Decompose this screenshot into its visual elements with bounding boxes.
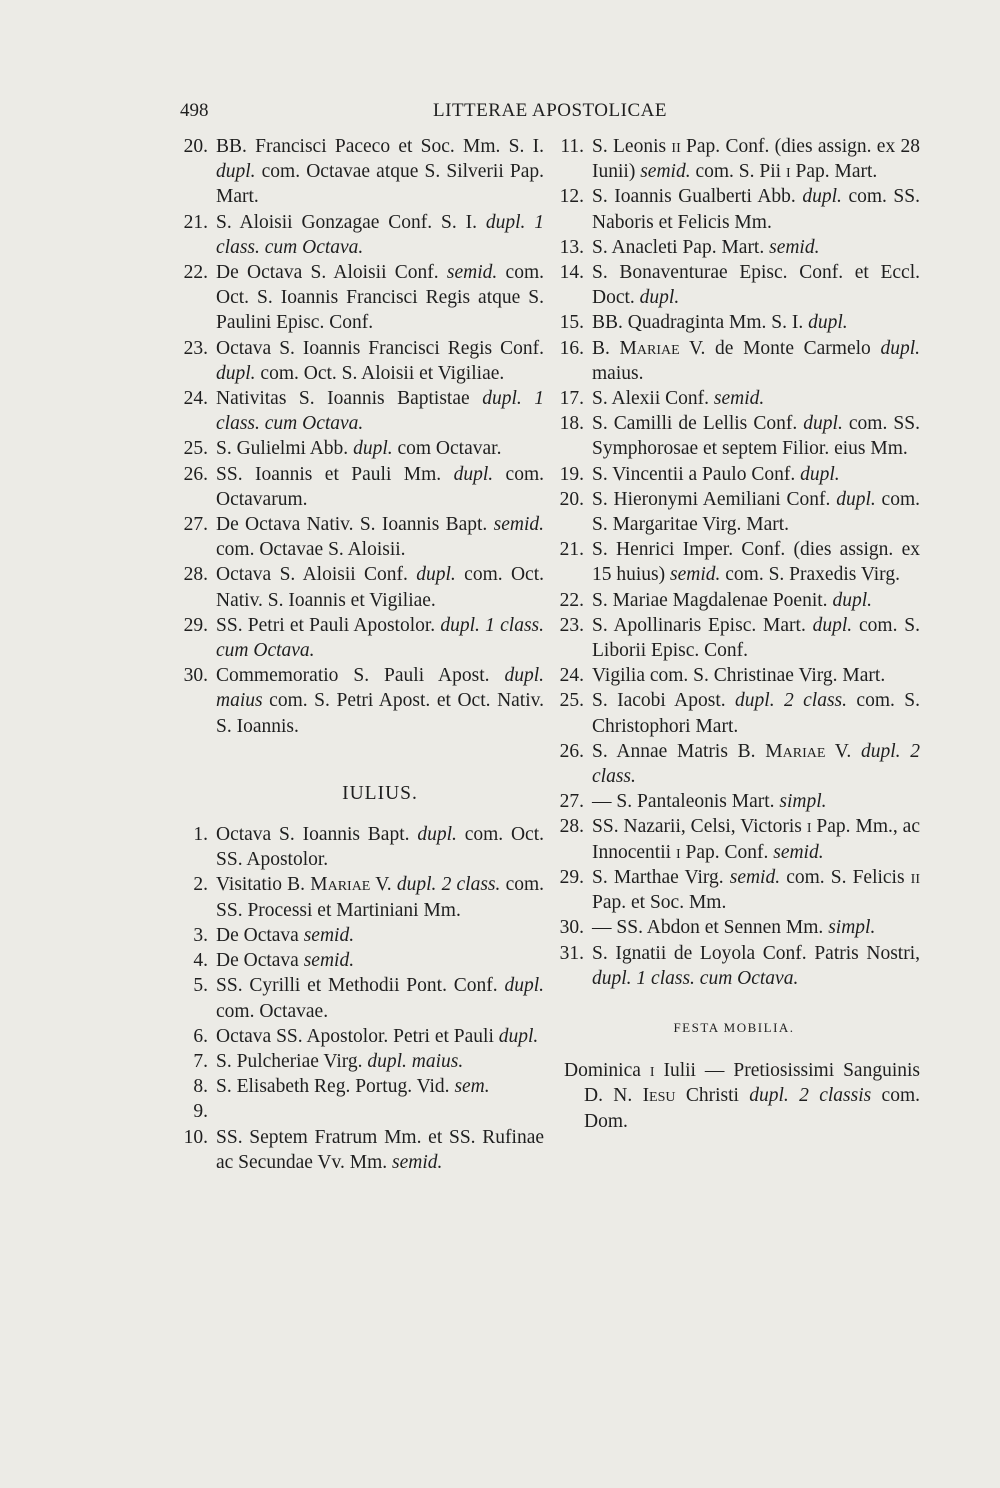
calendar-entry bbox=[172, 462, 544, 512]
calendar-entry bbox=[548, 688, 920, 738]
festa-entry: Dominica i Iulii — Pretiosissimi Sanguinis D. N. Iesu Christi dupl. 2 classis com. Dom. bbox=[564, 1060, 920, 1132]
calendar-entry bbox=[548, 814, 920, 864]
entry-day-number: 24. bbox=[559, 665, 584, 687]
entry-text: Octava S. Ioannis Bapt. dupl. com. Oct. SS. Apostolor. bbox=[216, 824, 544, 871]
calendar-entry bbox=[172, 822, 544, 872]
calendar-entry bbox=[172, 948, 544, 973]
entry-day-number: 27. bbox=[559, 791, 584, 813]
entry-text: S. Alexii Conf. semid. bbox=[592, 388, 765, 410]
page-number: 498 bbox=[180, 100, 209, 121]
festa-heading: FESTA MOBILIA. bbox=[673, 1019, 795, 1035]
entry-text: De Octava Nativ. S. Ioannis Bapt. semid. com. Octavae S. Aloisii. bbox=[216, 514, 544, 561]
entry-day-number: 8. bbox=[193, 1076, 208, 1098]
calendar-entry bbox=[548, 915, 920, 940]
entry-day-number: 9. bbox=[193, 1101, 208, 1123]
entry-day-number: 24. bbox=[183, 388, 208, 410]
left-column bbox=[172, 134, 544, 1175]
entry-day-number: 10. bbox=[183, 1126, 208, 1148]
calendar-entry bbox=[172, 436, 544, 461]
entry-day-number: 31. bbox=[559, 942, 584, 964]
calendar-entry bbox=[172, 562, 544, 612]
entry-text bbox=[216, 1101, 221, 1122]
entry-day-number: 23. bbox=[559, 614, 584, 636]
calendar-entry bbox=[172, 923, 544, 948]
entry-day-number: 28. bbox=[559, 816, 584, 838]
entry-day-number: 3. bbox=[193, 924, 208, 946]
calendar-entry bbox=[172, 872, 544, 922]
calendar-entry bbox=[172, 1074, 544, 1099]
calendar-entry bbox=[548, 386, 920, 411]
calendar-entry bbox=[548, 134, 920, 184]
entry-text: S. Pulcheriae Virg. dupl. maius. bbox=[216, 1050, 464, 1072]
entry-text: S. Leonis ii Pap. Conf. (dies assign. ex 28 Iunii) semid. com. S. Pii i Pap. Mart. bbox=[592, 136, 920, 183]
entry-text: Commemoratio S. Pauli Apost. dupl. maius com. S. Petri Apost. et Oct. Nativ. S. Ioannis. bbox=[216, 665, 544, 737]
entry-text: De Octava S. Aloisii Conf. semid. com. Oct. S. Ioannis Francisci Regis atque S. Paulini Episc. Conf. bbox=[216, 262, 544, 334]
entry-day-number: 30. bbox=[559, 917, 584, 939]
entry-day-number: 28. bbox=[183, 564, 208, 586]
entry-text: S. Gulielmi Abb. dupl. com Octavar. bbox=[216, 438, 502, 460]
calendar-entry bbox=[548, 411, 920, 461]
entry-day-number: 16. bbox=[559, 337, 584, 359]
calendar-entry bbox=[172, 1125, 544, 1175]
entry-text: Vigilia com. S. Christinae Virg. Mart. bbox=[592, 665, 886, 687]
entry-text: — S. Pantaleonis Mart. simpl. bbox=[592, 791, 827, 813]
entry-day-number: 22. bbox=[559, 589, 584, 611]
calendar-entry bbox=[548, 184, 920, 234]
entry-text: Nativitas S. Ioannis Baptistae dupl. 1 class. cum Octava. bbox=[216, 388, 545, 435]
entry-text: S. Apollinaris Episc. Mart. dupl. com. S. Liborii Episc. Conf. bbox=[592, 614, 920, 662]
calendar-entry bbox=[548, 941, 920, 991]
entry-text: S. Ioannis Gualberti Abb. dupl. com. SS. Naboris et Felicis Mm. bbox=[592, 186, 920, 233]
calendar-entry bbox=[172, 1099, 544, 1124]
iulius-entries-continued bbox=[548, 134, 920, 991]
entry-text: SS. Petri et Pauli Apostolor. dupl. 1 class. cum Octava. bbox=[216, 614, 545, 662]
calendar-entry bbox=[548, 336, 920, 386]
entry-day-number: 2. bbox=[193, 874, 208, 896]
entry-text: S. Iacobi Apost. dupl. 2 class. com. S. Christophori Mart. bbox=[592, 690, 921, 737]
entry-day-number: 25. bbox=[559, 690, 584, 712]
entry-text: S. Camilli de Lellis Conf. dupl. com. SS. Symphorosae et septem Filior. eius Mm. bbox=[592, 413, 920, 460]
page-header bbox=[180, 100, 920, 130]
entry-day-number: 29. bbox=[559, 866, 584, 888]
entry-day-number: 4. bbox=[193, 950, 208, 972]
entry-text: BB. Francisci Paceco et Soc. Mm. S. I. dupl. com. Octavae atque S. Silverii Pap. Mart. bbox=[216, 136, 544, 208]
entry-text: Octava S. Aloisii Conf. dupl. com. Oct. Nativ. S. Ioannis et Vigiliae. bbox=[216, 564, 545, 611]
calendar-entry bbox=[172, 613, 544, 663]
iulius-entries bbox=[172, 822, 544, 1175]
entry-day-number: 14. bbox=[559, 262, 584, 284]
entry-day-number: 5. bbox=[193, 975, 208, 997]
entry-text: S. Ignatii de Loyola Conf. Patris Nostri, dupl. 1 class. cum Octava. bbox=[592, 942, 920, 989]
entry-text: Octava SS. Apostolor. Petri et Pauli dupl. bbox=[216, 1025, 539, 1047]
entry-text: De Octava semid. bbox=[216, 950, 355, 972]
entry-text: S. Elisabeth Reg. Portug. Vid. sem. bbox=[216, 1076, 490, 1098]
entry-text: De Octava semid. bbox=[216, 924, 355, 946]
entry-day-number: 20. bbox=[559, 488, 584, 510]
entry-day-number: 20. bbox=[183, 136, 208, 157]
entry-day-number: 19. bbox=[559, 463, 584, 485]
entry-day-number: 12. bbox=[559, 186, 584, 208]
entry-day-number: 23. bbox=[183, 337, 208, 359]
entry-text: S. Henrici Imper. Conf. (dies assign. ex 15 huius) semid. com. S. Praxedis Virg. bbox=[592, 539, 920, 586]
calendar-entry bbox=[548, 310, 920, 335]
entry-day-number: 27. bbox=[183, 514, 208, 536]
entry-text: S. Annae Matris B. Mariae V. dupl. 2 class. bbox=[592, 740, 920, 788]
calendar-entry bbox=[548, 588, 920, 613]
entry-text: S. Aloisii Gonzagae Conf. S. I. dupl. 1 class. cum Octava. bbox=[216, 211, 545, 258]
calendar-entry bbox=[548, 865, 920, 915]
entry-day-number: 26. bbox=[559, 740, 584, 762]
calendar-entry bbox=[172, 1024, 544, 1049]
calendar-entry bbox=[172, 1049, 544, 1074]
entry-day-number: 6. bbox=[193, 1025, 208, 1047]
calendar-entry bbox=[548, 613, 920, 663]
entry-text: SS. Ioannis et Pauli Mm. dupl. com. Octavarum. bbox=[216, 463, 545, 510]
calendar-entry bbox=[172, 663, 544, 739]
calendar-entry bbox=[548, 235, 920, 260]
entry-text: S. Anacleti Pap. Mart. semid. bbox=[592, 236, 820, 258]
entry-day-number: 17. bbox=[559, 388, 584, 410]
entry-text: Visitatio B. Mariae V. dupl. 2 class. com. SS. Processi et Martiniani Mm. bbox=[216, 874, 545, 921]
entry-text: SS. Cyrilli et Methodii Pont. Conf. dupl. com. Octavae. bbox=[216, 975, 544, 1022]
month-heading: IULIUS. bbox=[342, 782, 418, 804]
calendar-entry bbox=[172, 210, 544, 260]
calendar-entry bbox=[548, 462, 920, 487]
entry-day-number: 21. bbox=[559, 539, 584, 561]
entry-day-number: 15. bbox=[559, 312, 584, 334]
entry-text: SS. Nazarii, Celsi, Victoris i Pap. Mm., ac Innocentii i Pap. Conf. semid. bbox=[592, 816, 920, 863]
entry-text: Octava S. Ioannis Francisci Regis Conf. dupl. com. Oct. S. Aloisii et Vigiliae. bbox=[216, 337, 544, 384]
calendar-entry bbox=[548, 739, 920, 789]
right-column bbox=[548, 134, 920, 1134]
iunius-entries bbox=[172, 134, 544, 739]
calendar-entry bbox=[172, 386, 544, 436]
entry-text: S. Vincentii a Paulo Conf. dupl. bbox=[592, 463, 840, 485]
entry-text: S. Marthae Virg. semid. com. S. Felicis ii Pap. et Soc. Mm. bbox=[592, 866, 920, 914]
calendar-entry bbox=[548, 487, 920, 537]
entry-day-number: 7. bbox=[193, 1050, 208, 1072]
entry-text: — SS. Abdon et Sennen Mm. simpl. bbox=[592, 917, 876, 939]
entry-day-number: 29. bbox=[183, 614, 208, 636]
running-title: LITTERAE APOSTOLICAE bbox=[433, 100, 667, 121]
entry-day-number: 30. bbox=[183, 665, 208, 687]
entry-text: S. Bonaventurae Episc. Conf. et Eccl. Doct. dupl. bbox=[592, 262, 920, 309]
entry-day-number: 1. bbox=[193, 824, 208, 846]
calendar-entry bbox=[172, 336, 544, 386]
calendar-entry bbox=[548, 537, 920, 587]
calendar-entry bbox=[172, 512, 544, 562]
entry-day-number: 13. bbox=[559, 236, 584, 258]
calendar-entry bbox=[548, 663, 920, 688]
calendar-entry bbox=[548, 789, 920, 814]
calendar-entry bbox=[548, 260, 920, 310]
entry-day-number: 21. bbox=[183, 211, 208, 233]
calendar-entry bbox=[172, 260, 544, 336]
entry-day-number: 26. bbox=[183, 463, 208, 485]
entry-day-number: 18. bbox=[559, 413, 584, 435]
calendar-entry bbox=[172, 973, 544, 1023]
entry-text: B. Mariae V. de Monte Carmelo dupl. maius. bbox=[592, 337, 920, 384]
entry-day-number: 11. bbox=[560, 136, 584, 157]
entry-day-number: 22. bbox=[183, 262, 208, 284]
entry-text: S. Mariae Magdalenae Poenit. dupl. bbox=[592, 589, 872, 611]
entry-text: SS. Septem Fratrum Mm. et SS. Rufinae ac Secundae Vv. Mm. semid. bbox=[216, 1126, 544, 1173]
entry-text: S. Hieronymi Aemiliani Conf. dupl. com. S. Margaritae Virg. Mart. bbox=[592, 488, 921, 536]
calendar-entry bbox=[172, 134, 544, 210]
entry-day-number: 25. bbox=[183, 438, 208, 460]
entry-text: BB. Quadraginta Mm. S. I. dupl. bbox=[592, 312, 848, 334]
